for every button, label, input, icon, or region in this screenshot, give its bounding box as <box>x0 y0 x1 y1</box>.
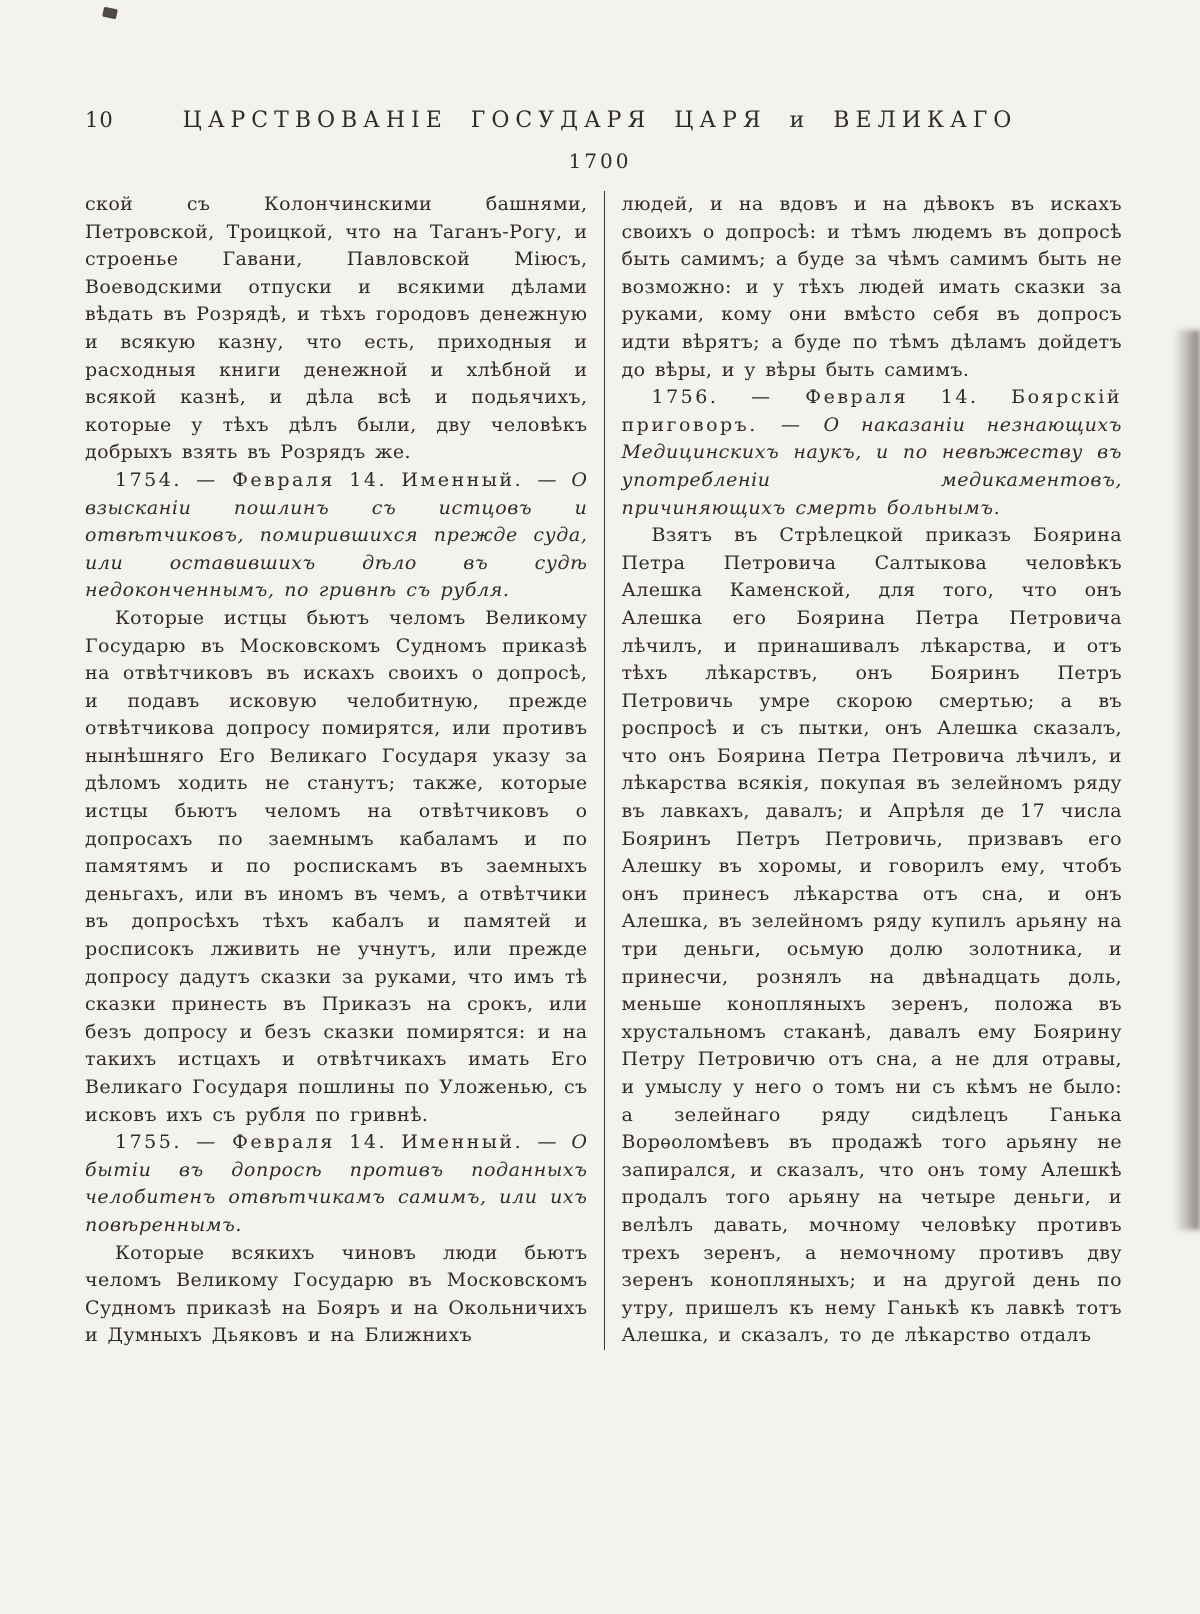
year-heading: 1700 <box>568 149 632 173</box>
entry-date-label: 1755. — Февраля 14. Именный. — <box>115 1131 560 1154</box>
paragraph: людей, и на вдовъ и на дѣвокъ въ искахъ своихъ о допросѣ: и тѣмъ людемъ въ допросѣ быть самимъ; а буде за чѣмъ самимъ быть не возможно: и у тѣхъ людей имать сказки за руками, кому они вмѣсто себя въ допросъ идти вѣрятъ; а буде по тѣмъ дѣламъ дойдетъ до вѣры, и у вѣры быть самимъ. <box>621 193 1122 381</box>
entry-heading <box>85 467 588 605</box>
paragraph: Которые всякихъ чиновъ люди бьютъ челомъ Великому Государю въ Московскомъ Судномъ приказѣ на Бояръ и на Окольничихъ и Думныхъ Дьяковъ и на Ближнихъ <box>85 1241 588 1347</box>
entry-title: О наказаніи незнающихъ Медицинскихъ наукъ, и по невѣжеству въ употребленіи медикаментовъ, причиняющихъ смерть больнымъ. <box>621 413 1122 519</box>
running-title: ЦАРСТВОВАНІЕ ГОСУДАРЯ ЦАРЯ и ВЕЛИКАГО <box>182 108 1018 133</box>
paragraph: Взятъ въ Стрѣлецкой приказъ Боярина Петра Петровича Салтыкова человѣкъ Алешка Каменской, для того, что онъ Алешка его Боярина Петра Петровича лѣчилъ, и принашивалъ лѣкарства, и отъ тѣхъ лѣкарствъ, онъ Бояринъ Петръ Петровичь умре скорою смертью; а въ роспросѣ и съ пытки, онъ Алешка сказалъ, что онъ Боярина Петра Петровича лѣчилъ, и лѣкарства всякія, покупая въ зелейномъ ряду въ лавкахъ, давалъ; и Апрѣля де 17 числа Бояринъ Петръ Петровичь, призвавъ его Алешку въ хоромы, и говорилъ ему, чтобъ онъ принесъ лѣкарства отъ сна, и онъ Алешка, въ зелейномъ ряду купилъ арьяну на три деньги, осьмую долю золотника, и принесчи, рознялъ на двѣнадцать доль, меньше конопляныхъ зеренъ, положа въ хрустальномъ стаканѣ, давалъ ему Боярину Петру Петровичю отъ сна, а не для отравы, и умыслу у него о томъ ни съ кѣмъ не было: а зелейнаго ряду сидѣлецъ Ганька Ворѳоломѣевъ въ продажѣ того арьяну не запирался, и сказалъ, что онъ тому Алешкѣ продалъ того арьяну на четыре деньги, и велѣлъ давать, мочному человѣку противъ трехъ зеренъ, а немочному противъ дву зеренъ конопляныхъ; и на другой день по утру, пришелъ къ нему Ганькѣ къ лавкѣ тотъ Алешка, и сказалъ, то де лѣкарство отдалъ <box>621 524 1122 1347</box>
entry-date-label: 1754. — Февраля 14. Именный. — <box>115 468 560 491</box>
page-number: 10 <box>85 108 114 132</box>
text-columns <box>0 191 1200 1420</box>
right-column <box>604 191 1123 1350</box>
entry-title: О взысканіи пошлинъ съ истцовъ и отвѣтчиковъ, помирившихся прежде суда, или оставившихъ дѣло въ судѣ недоконченнымъ, по гривнѣ съ рубля. <box>85 468 588 602</box>
left-column <box>85 191 604 1350</box>
entry-title: О бытіи въ допросѣ противъ поданныхъ челобитенъ отвѣтчикамъ самимъ, или ихъ повѣреннымъ. <box>85 1131 588 1236</box>
paragraph: ской съ Колончинскими башнями, Петровской, Троицкой, что на Таганъ-Рогу, и строенье Гавани, Павловской Міюсъ, Воеводскими отпуски и всякими дѣлами вѣдать въ Розрядѣ, и тѣхъ городовъ денежную и всякую казну, что есть, приходныя и расходныя книги денежной и хлѣбной и всякой казнѣ, и дѣла всѣ и подьячихъ, которые у тѣхъ дѣлъ были, дву человѣкъ добрыхъ взять въ Розрядъ же. <box>85 193 588 464</box>
page-header <box>0 0 1200 133</box>
entry-date-label: 1756. — Февраля 14. Боярскій приговоръ. — <box>621 386 1122 436</box>
entry-heading <box>622 384 1123 522</box>
paragraph: Которые истцы бьютъ челомъ Великому Государю въ Московскомъ Судномъ приказѣ на отвѣтчиковъ въ искахъ своихъ о допросѣ, и подавъ исковую челобитную, прежде отвѣтчикова допросу помирятся, или противъ нынѣшняго Его Великаго Государя указу за дѣломъ ходить не станутъ; также, которые истцы бьютъ челомъ на отвѣтчиковъ о допросахъ по заемнымъ кабаламъ и по памятямъ и по роспискамъ въ заемныхъ деньгахъ, или въ иномъ въ чемъ, а отвѣтчики въ допросѣхъ тѣхъ кабалъ и памятей и росписокъ лживить не учнутъ, или прежде допросу дадутъ сказки за руками, что имъ тѣ сказки принесть въ Приказъ на срокъ, или безъ допросу и безъ сказки помирятся: и на такихъ истцахъ и отвѣтчикахъ имать Его Великаго Государя пошлины по Уложенью, съ исковъ ихъ съ рубля по гривнѣ. <box>85 606 588 1126</box>
entry-heading <box>85 1129 588 1239</box>
